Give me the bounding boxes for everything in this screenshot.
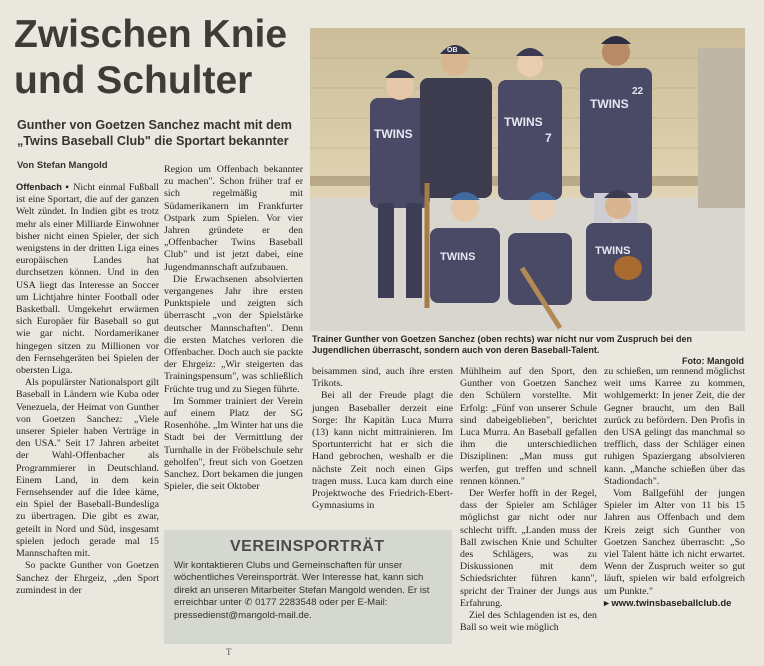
subheadline: Gunther von Goetzen Sanchez macht mit dem „Twins Baseball Club" die Sportart bekannter — [17, 118, 293, 148]
paragraph: Als populärster Nationalsport gilt Baseball in Ländern wie Kuba oder Venezuela, der Heimat von Gunther von Goetzen Sanchez: „Viele unserer Spieler haben Verträge in den USA." Seit 17 Jahren arbeitet der Wahl-Offenbacher als Programmierer in Deutschland. Einem Land, in dem kein Fernsehsender auf die Idee käme, ein Spiel der Baseball-Bundesliga zu übertragen. Die gibt es zwar, geteilt in Nord und Süd, insgesamt spielen jedoch gerade mal 15 Mannschaften mit. — [16, 377, 159, 560]
article-column-3 — [312, 366, 453, 512]
svg-text:7: 7 — [545, 131, 552, 145]
paragraph: zu schießen, um rennend möglichst weit ums Karree zu kommen, wohlgemerkt: In jener Zeit, die der Gegner braucht, um den Ball zurück zu befördern. Den Profis in den USA gelingt das manchmal so trefflich, dass der Schläger einen ruhigen Spaziergang absolvieren kann. „Manche schießen über das Stadiondach". — [604, 366, 745, 487]
svg-text:TWINS: TWINS — [595, 245, 631, 257]
photo-credit: Foto: Mangold — [682, 356, 744, 366]
svg-text:OB: OB — [447, 47, 458, 54]
promo-text: Wir kontaktieren Clubs und Gemeinschaften für unser wöchentliches Vereinsporträt. Wer Interesse hat, kann sich direkt an unseren Mitarbeiter Stefan Mangold wenden. Er ist erreichbar unter ✆ 0177 2283548 oder per E-Mail: pressedienst@mangold-mail.de. — [174, 560, 430, 621]
paragraph: Vom Ballgefühl der jungen Spieler im Alter von 11 bis 15 Jahren aus Offenbach und dem Kreis zeigt sich Gunther von Goetzen Sanchez überrascht: „So viel Talent hätte ich nicht erwartet. Wenn der Zuspruch weiter so gut läuft, spielen wir bald erfolgreich um Punkte." — [604, 488, 745, 597]
headline — [14, 12, 314, 104]
paragraph: Im Sommer trainiert der Verein auf einem Platz der SG Rosenhöhe. „Im Winter hat uns die Stadt bei der Vermittlung der Turnhalle in der Fröbelschule sehr geholfen", freut sich von Goetzen Sanchez. Dort bekamen die jungen Spieler, die seit Oktober — [164, 395, 303, 493]
headline-line-2: und Schulter — [14, 59, 253, 102]
article-column-5 — [604, 366, 745, 610]
paragraph: Die Erwachsenen absolvierten vergangenes Jahr ihre ersten Punktspiele und zeigten sich überrascht „von der Spielstärke deutscher Mannschaften". Denn die ersten Matches verloren die Offenbacher. Doch auch sie packte der Ehrgeiz: „Wir steigerten das Trainingspensum", was schließlich Früchte trug und zu Siegen führte. — [164, 273, 303, 395]
paragraph: Region um Offenbach bekannter zu machen". Schon früher traf er sich regelmäßig mit Südamerikanern im Frankfurter Ostpark zum Spielen. Vor vier Jahren gründete er den „Offenbacher Twins Baseball Club" und ist jetzt dabei, eine Jugendmannschaft aufzubauen. — [164, 164, 303, 273]
article-column-2 — [164, 164, 303, 493]
doorway — [698, 48, 745, 208]
svg-text:TWINS: TWINS — [440, 251, 476, 263]
team-photo — [310, 28, 745, 331]
article-column-1 — [16, 181, 159, 597]
article-column-4 — [460, 366, 597, 634]
svg-text:TWINS: TWINS — [504, 115, 543, 129]
lead-paragraph: Offenbach ▪ Nicht einmal Fußball ist eine Sportart, die auf der ganzen Welt zündet. In Indien gibt es trotz mehr als einer Milliarde Einwohner bisher nicht einen Spieler, der sich wenigstens in der dritten Liga eines europäischen Landes hat durchsetzen können. Und in den USA liegt das Interesse an Soccer um Lichtjahre hinter Football oder Basketball. Umgekehrt erwärmen sich Europäer für Baseball so gut wie gar nicht. Nordamerikaner hingegen sitzen zu Millionen vor den Fernsehgeräten bei Spielen der obersten Liga. — [16, 182, 159, 377]
promo-title: VEREINSPORTRÄT — [230, 538, 385, 555]
website-link[interactable]: ▸ www.twinsbaseballclub.de — [604, 597, 732, 609]
paragraph: Der Werfer hofft in der Regel, dass der Spieler am Schläger möglichst gar nicht oder nur schlecht trifft. „Landen muss der Ball zwischen Knie und Schulter des Schlägers, was zu Diskussionen mit dem Schiedsrichter führen kann", spricht der Trainer der Jungs aus Erfahrung. — [460, 488, 597, 609]
svg-text:22: 22 — [632, 86, 644, 97]
byline: Von Stefan Mangold — [17, 160, 108, 171]
team-photo-illustration — [310, 28, 745, 331]
headline-line-1: Zwischen Knie — [14, 13, 288, 56]
paragraph: beisammen sind, auch ihre ersten Trikots. — [312, 366, 453, 390]
photo-caption — [312, 334, 744, 367]
paragraph: So packte Gunther von Goetzen Sanchez der Ehrgeiz, „den Sport zumindest in der — [16, 560, 159, 596]
paragraph: Ziel des Schlagenden ist es, den Ball so weit wie möglich — [460, 610, 597, 634]
page-footer-mark: T — [226, 647, 232, 657]
paragraph: Mühlheim auf den Sport, den Gunther von Goetzen Sanchez den Schülern vorstellte. Mit Erfolg: „Fünf von unserer Schule sind dabeigeblieben", berichtet Luca Murra. An Baseball gefallen ihm die unterschiedlichen Disziplinen: „Man muss gut werfen, gut treffen und schnell rennen können." — [460, 366, 597, 487]
svg-text:TWINS: TWINS — [590, 97, 629, 111]
vereinsportraet-box — [164, 530, 452, 644]
svg-text:TWINS: TWINS — [374, 127, 413, 141]
caption-text: Trainer Gunther von Goetzen Sanchez (oben rechts) war nicht nur vom Zuspruch bei den Jugendlichen überrascht, sondern auch von deren Baseball-Talent. — [312, 334, 693, 355]
paragraph: Bei all der Freude plagt die jungen Baseballer derzeit eine Sorge: Ihr Kapitän Luca Murra (13) kann nicht mittrainieren. Im Sportunterricht hat er sich die Hand gebrochen, weshalb er die nächste Zeit noch einen Gips tragen muss. Luca kam durch eine Projektwoche des Friedrich-Ebert-Gymnasiums in — [312, 390, 453, 512]
dateline: Offenbach — [16, 182, 62, 192]
